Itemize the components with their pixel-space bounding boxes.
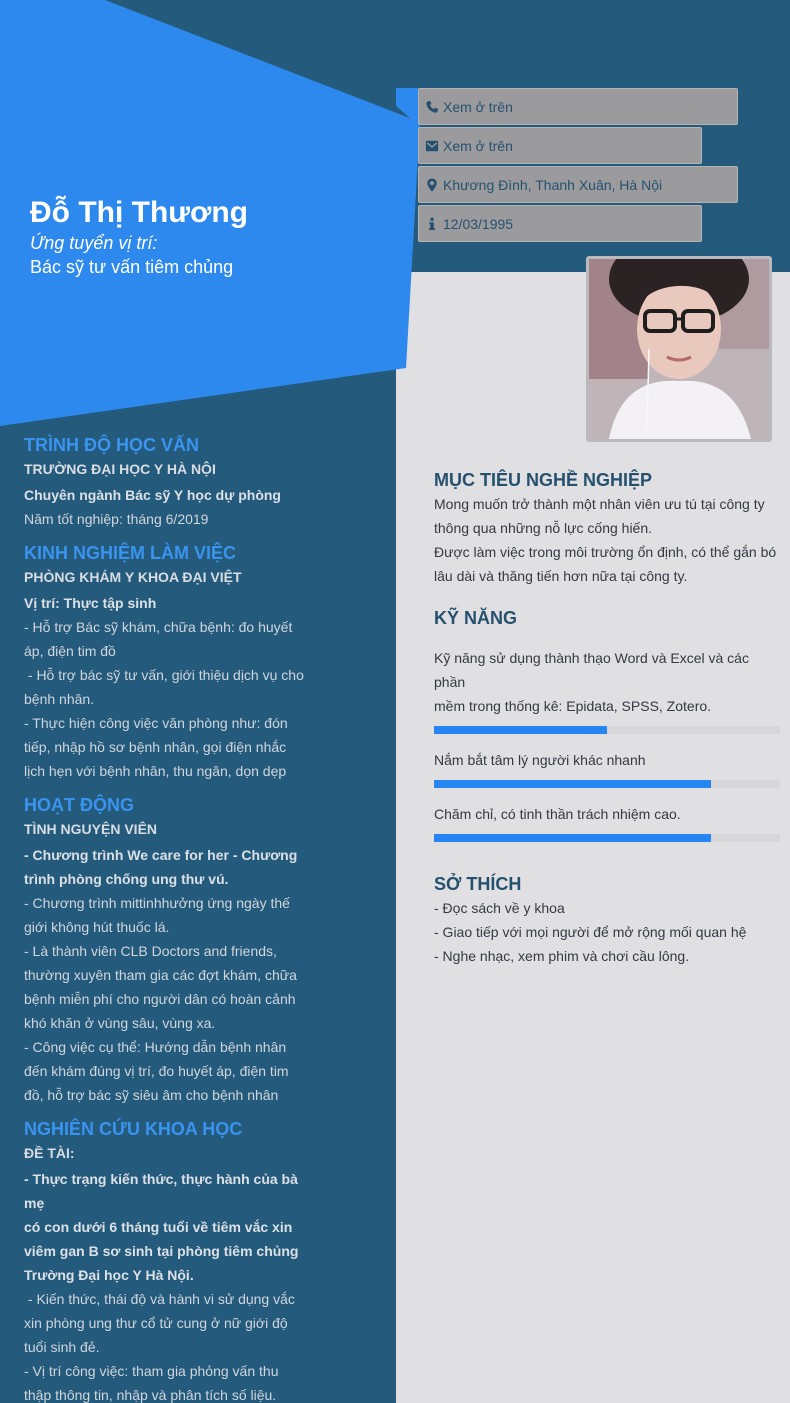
activities-line: đến khám đúng vị trí, đo huyết áp, điện tim — [24, 1063, 289, 1079]
skill-line: Nắm bắt tâm lý người khác nhanh — [434, 752, 646, 768]
objective-line: thông qua những nỗ lực cống hiến. — [434, 520, 653, 536]
research-bold-line: Trường Đại học Y Hà Nội. — [24, 1267, 194, 1283]
research-bold-line: có con dưới 6 tháng tuổi về tiêm vắc xin — [24, 1219, 293, 1235]
research-line: xin phòng ung thư cổ tử cung ở nữ giới độ — [24, 1315, 288, 1331]
objective-line: Mong muốn trở thành một nhân viên ưu tú tại công ty — [434, 496, 765, 512]
contact-address-text: Khương Đình, Thanh Xuân, Hà Nội — [443, 176, 663, 193]
skill-bar-fill — [434, 726, 607, 734]
candidate-name: Đỗ Thị Thương — [30, 196, 248, 229]
activities-title: HOẠT ĐỘNG — [24, 795, 134, 815]
education-major: Chuyên ngành Bác sỹ Y học dự phòng — [24, 487, 281, 503]
skill-bar — [434, 834, 780, 842]
skill-line: mềm trong thống kê: Epidata, SPSS, Zotero. — [434, 698, 712, 714]
activities-bold-line: trình phòng chống ung thư vú. — [24, 871, 229, 887]
skills-title: KỸ NĂNG — [434, 608, 518, 628]
activities-line: giới không hút thuốc lá. — [24, 919, 170, 935]
contact-phone-text: Xem ở trên — [443, 98, 513, 115]
contact-birthday — [418, 205, 702, 242]
experience-line: - Hỗ trợ bác sỹ tư vấn, giới thiệu dịch vụ cho — [24, 667, 304, 683]
activities-line: - Công việc cụ thể: Hướng dẫn bệnh nhân — [24, 1039, 287, 1055]
hobby-line: - Giao tiếp với mọi người để mở rộng mối quan hệ — [434, 924, 747, 940]
experience-line: tiếp, nhập hồ sơ bệnh nhân, gọi điện nhắc — [24, 739, 287, 755]
apply-label: Ứng tuyển vị trí: — [30, 233, 158, 253]
hobby-line: - Nghe nhạc, xem phim và chơi cầu lông. — [434, 948, 690, 964]
apply-position: Bác sỹ tư vấn tiêm chủng — [30, 257, 234, 277]
research-line: - Kiến thức, thái độ và hành vi sử dụng vắc — [24, 1291, 295, 1307]
research-line: - Vị trí công việc: tham gia phỏng vấn thu — [24, 1363, 279, 1379]
contact-address — [418, 166, 738, 203]
hobby-line: - Đọc sách về y khoa — [434, 900, 565, 916]
activities-line: - Chương trình mittinhhưởng ứng ngày thế — [24, 895, 290, 911]
activities-line: - Là thành viên CLB Doctors and friends, — [24, 943, 277, 959]
contact-email — [418, 127, 702, 164]
skill-text — [434, 646, 780, 718]
hobbies-title: SỞ THÍCH — [434, 874, 522, 894]
header — [30, 195, 248, 279]
skill-bar — [434, 726, 780, 734]
contact-corner-decoration — [396, 88, 418, 125]
experience-position: Vị trí: Thực tập sinh — [24, 595, 157, 611]
contact-email-text: Xem ở trên — [443, 137, 513, 154]
experience-company: PHÒNG KHÁM Y KHOA ĐẠI VIỆT — [24, 569, 242, 585]
activities-line: thường xuyên tham gia các đợt khám, chữa — [24, 967, 297, 983]
activities-role: TÌNH NGUYỆN VIÊN — [24, 821, 158, 837]
activities-line: khó khăn ở vùng sâu, vùng xa. — [24, 1015, 216, 1031]
contact-birthday-text: 12/03/1995 — [443, 215, 514, 232]
skill-bar-fill — [434, 834, 711, 842]
skill-bar — [434, 780, 780, 788]
research-topic-label: ĐỀ TÀI: — [24, 1145, 75, 1161]
info-icon — [425, 217, 439, 231]
research-line: tuổi sinh đẻ. — [24, 1339, 100, 1355]
activities-bold-line: - Chương trình We care for her - Chương — [24, 847, 298, 863]
research-bold-line: - Thực trạng kiến thức, thực hành của bà mẹ — [24, 1171, 298, 1211]
experience-line: - Hỗ trợ Bác sỹ khám, chữa bệnh: đo huyết — [24, 619, 293, 635]
objective-line: Được làm việc trong môi trường ổn định, có thể gắn bó — [434, 544, 777, 560]
research-title: NGHIÊN CỨU KHOA HỌC — [24, 1119, 243, 1139]
objective-line: lâu dài và thăng tiến hơn nữa tại công ty. — [434, 568, 688, 584]
skill-text — [434, 748, 780, 772]
map-marker-icon — [425, 178, 439, 192]
education-school: TRƯỜNG ĐẠI HỌC Y HÀ NỘI — [24, 461, 216, 477]
experience-title: KINH NGHIỆM LÀM VIỆC — [24, 543, 237, 563]
right-content — [434, 468, 780, 968]
skill-bar-fill — [434, 780, 711, 788]
profile-photo — [586, 256, 772, 442]
envelope-icon — [425, 139, 439, 153]
activities-line: bệnh miễn phí cho người dân có hoàn cảnh — [24, 991, 296, 1007]
phone-icon — [425, 100, 439, 114]
experience-line: áp, điện tim đồ — [24, 643, 116, 659]
contact-phone — [418, 88, 738, 125]
research-bold-line: viêm gan B sơ sinh tại phòng tiêm chủng — [24, 1243, 299, 1259]
skill-text — [434, 802, 780, 826]
experience-line: bệnh nhân. — [24, 691, 95, 707]
research-line: thập thông tin, nhập và phân tích số liệu. — [24, 1387, 277, 1403]
skill-line: Kỹ năng sử dụng thành thạo Word và Excel và các phần — [434, 650, 749, 690]
education-graduation: Năm tốt nghiệp: tháng 6/2019 — [24, 511, 209, 527]
left-content — [24, 433, 306, 1403]
activities-line: đồ, hỗ trợ bác sỹ siêu âm cho bệnh nhân — [24, 1087, 279, 1103]
experience-line: lịch hẹn với bệnh nhân, thu ngân, dọn dẹp — [24, 763, 287, 779]
education-title: TRÌNH ĐỘ HỌC VẤN — [24, 435, 199, 455]
objective-title: MỤC TIÊU NGHỀ NGHIỆP — [434, 470, 653, 490]
experience-line: - Thực hiện công việc văn phòng như: đón — [24, 715, 288, 731]
skill-line: Chăm chỉ, có tinh thần trách nhiệm cao. — [434, 806, 681, 822]
